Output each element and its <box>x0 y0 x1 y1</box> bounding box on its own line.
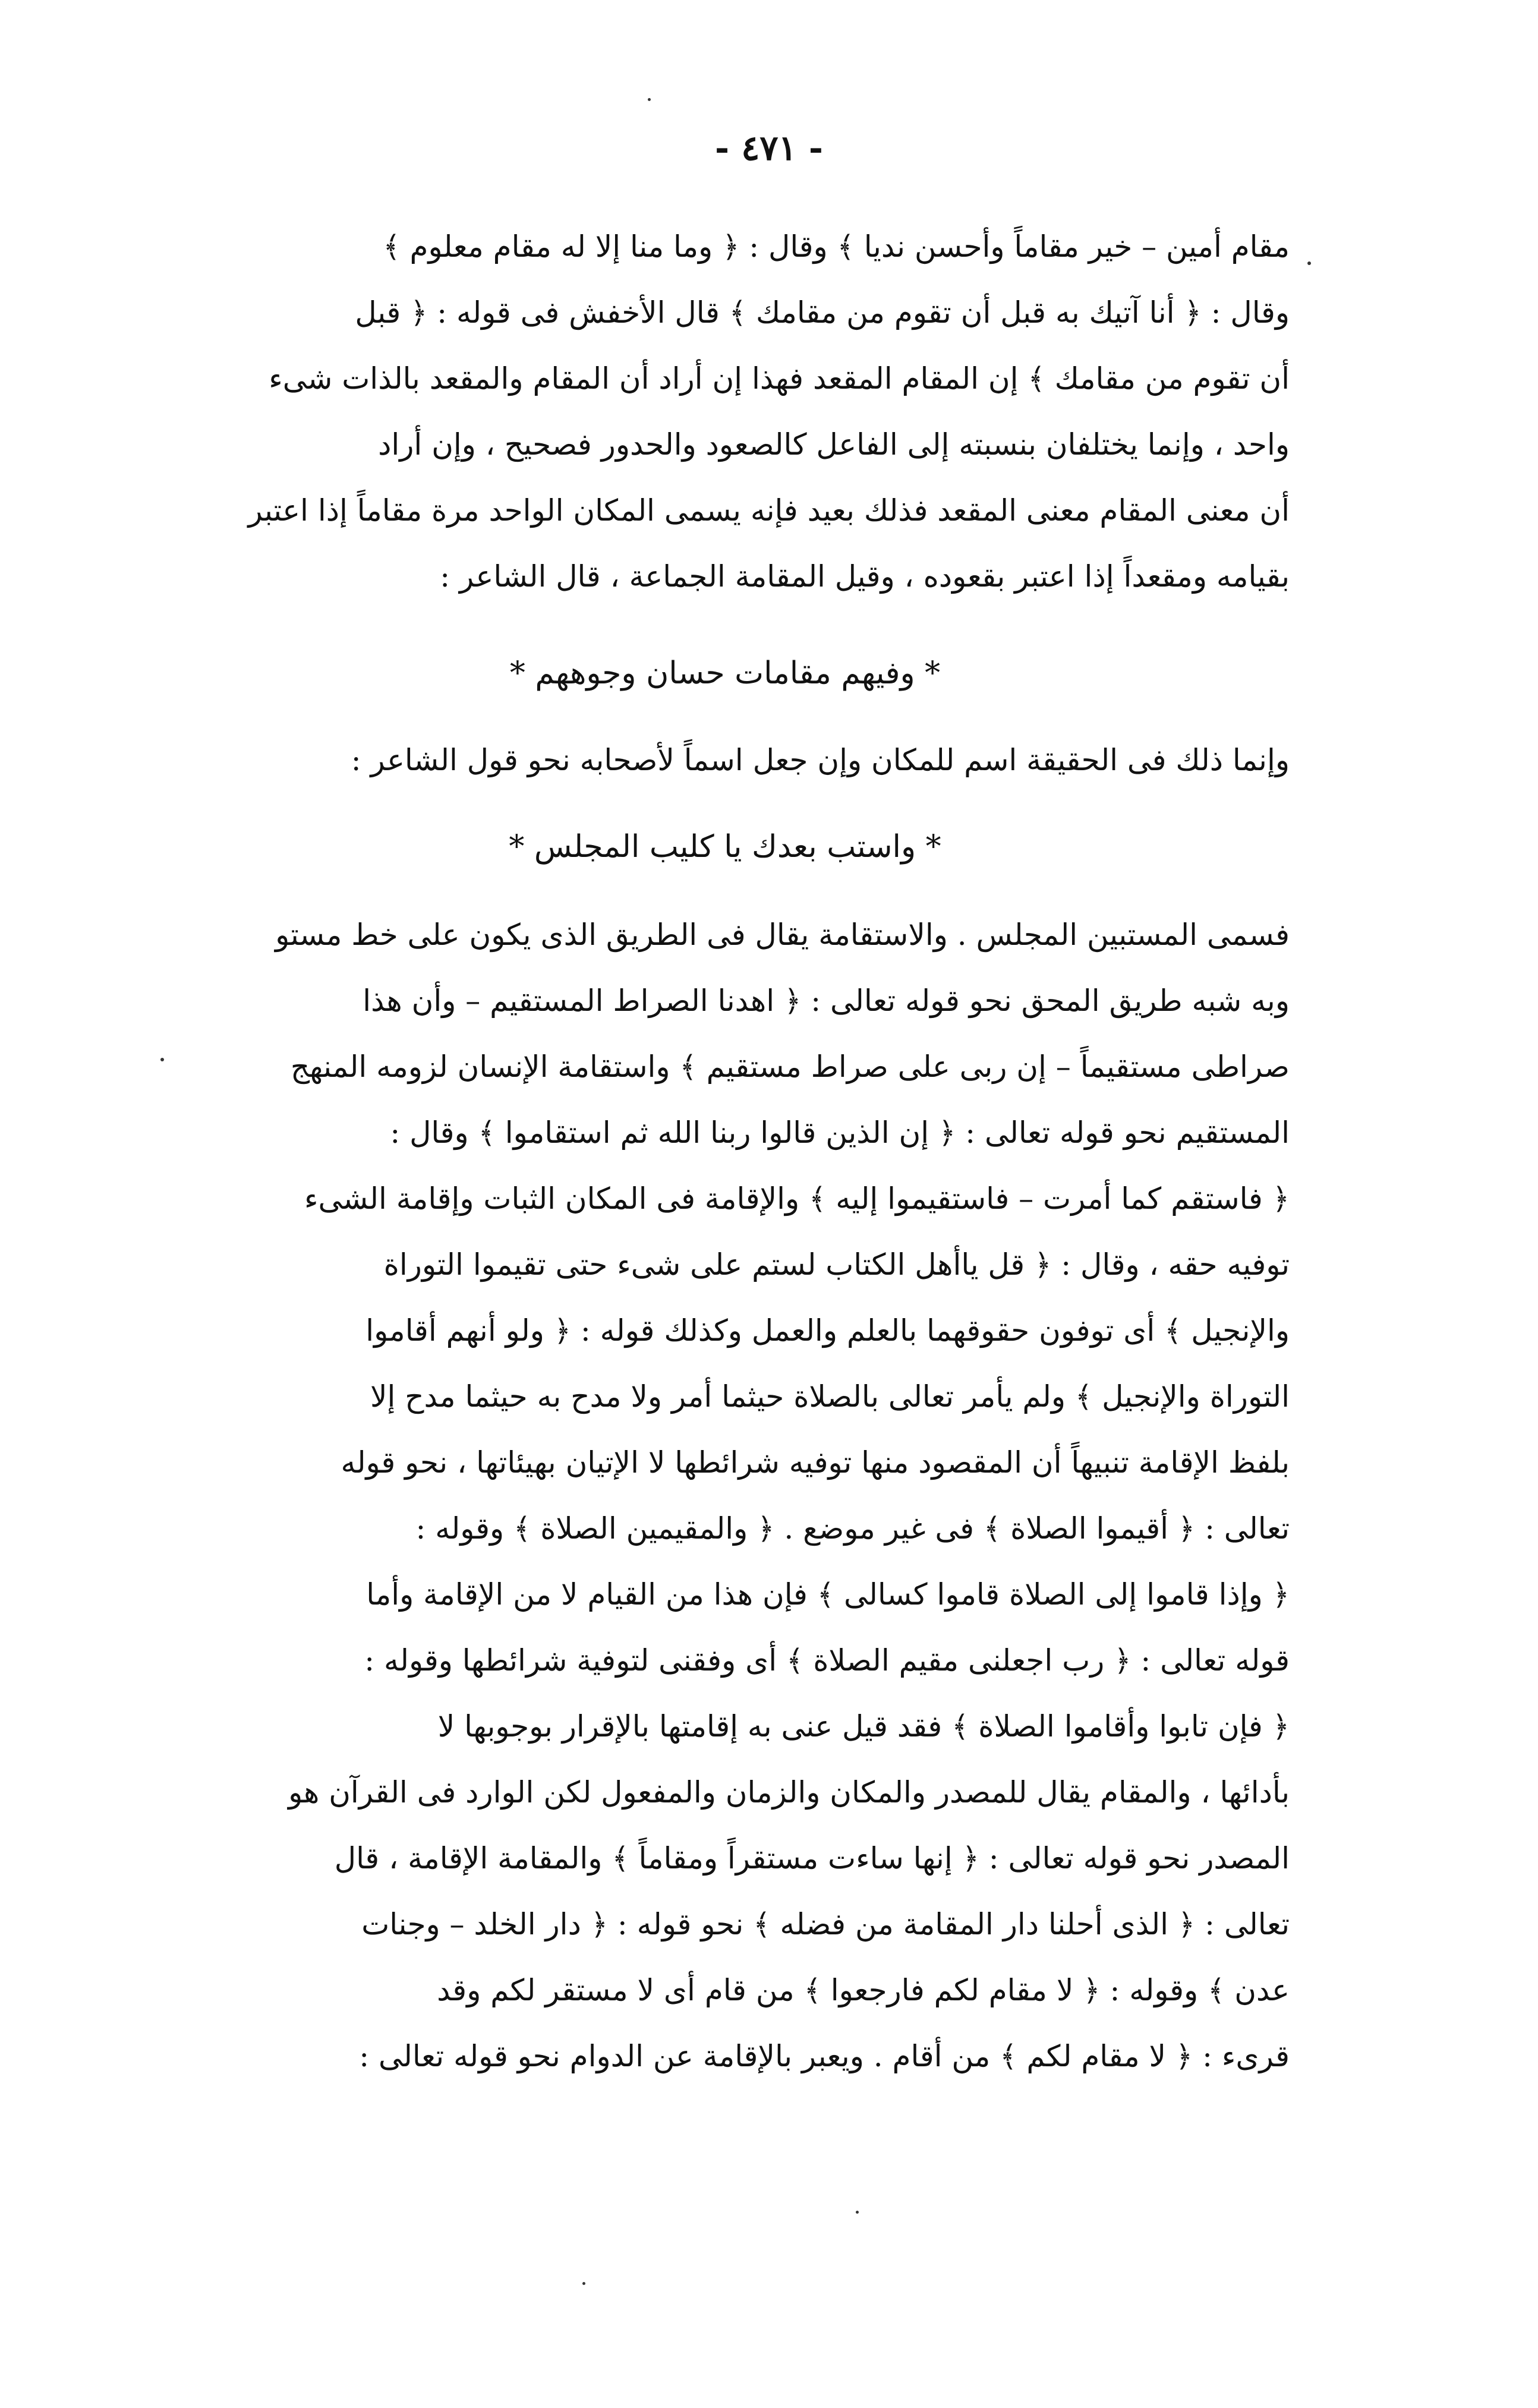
text-line: أن تقوم من مقامك ﴾ إن المقام المقعد فهذا إن أراد أن المقام والمقعد بالذات شىء <box>269 361 1290 396</box>
text-line: وقال : ﴿ أنا آتيك به قبل أن تقوم من مقامك ﴾ قال الأخفش فى قوله : ﴿ قبل <box>355 295 1290 330</box>
text-line: المصدر نحو قوله تعالى : ﴿ إنها ساءت مستقراً ومقاماً ﴾ والمقامة الإقامة ، قال <box>334 1841 1290 1876</box>
poetry-verse: * واستب بعدك يا كليب المجلس * <box>509 829 941 865</box>
text-line: التوراة والإنجيل ﴾ ولم يأمر تعالى بالصلاة حيثما أمر ولا مدح به حيثما مدح إلا <box>370 1379 1290 1414</box>
text-line: المستقيم نحو قوله تعالى : ﴿ إن الذين قالوا ربنا الله ثم استقاموا ﴾ وقال : <box>390 1115 1290 1150</box>
text-line: بقيامه ومقعداً إذا اعتبر بقعوده ، وقيل المقامة الجماعة ، قال الشاعر : <box>440 559 1290 594</box>
text-line: ﴿ فإن تابوا وأقاموا الصلاة ﴾ فقد قيل عنى به إقامتها بالإقرار بوجوبها لا <box>437 1709 1290 1744</box>
page-number: - ٤٧١ - <box>715 128 823 168</box>
scan-speck <box>648 98 651 101</box>
text-line: قوله تعالى : ﴿ رب اجعلنى مقيم الصلاة ﴾ أى وفقنى لتوفية شرائطها وقوله : <box>364 1643 1290 1678</box>
text-line: أن معنى المقام معنى المقعد فذلك بعيد فإنه يسمى المكان الواحد مرة مقاماً إذا اعتبر <box>248 493 1290 528</box>
text-line: عدن ﴾ وقوله : ﴿ لا مقام لكم فارجعوا ﴾ من قام أى لا مستقر لكم وقد <box>437 1973 1290 2007</box>
text-line: ﴿ وإذا قاموا إلى الصلاة قاموا كسالى ﴾ فإن هذا من القيام لا من الإقامة وأما <box>366 1577 1290 1612</box>
paragraph-2 <box>160 902 1290 2089</box>
text-line: واحد ، وإنما يختلفان بنسبته إلى الفاعل كالصعود والحدور فصحيح ، وإن أراد <box>378 427 1290 462</box>
text-line: تعالى : ﴿ أقيموا الصلاة ﴾ فى غير موضع . ﴿ والمقيمين الصلاة ﴾ وقوله : <box>415 1511 1290 1546</box>
text-line: بلفظ الإقامة تنبيهاً أن المقصود منها توفيه شرائطها لا الإتيان بهيئاتها ، نحو قوله <box>341 1445 1290 1480</box>
text-line: صراطى مستقيماً – إن ربى على صراط مستقيم ﴾ واستقامة الإنسان لزومه المنهج <box>290 1049 1290 1084</box>
text-line: والإنجيل ﴾ أى توفون حقوقهما بالعلم والعمل وكذلك قوله : ﴿ ولو أنهم أقاموا <box>365 1313 1290 1348</box>
scan-speck <box>1307 261 1311 265</box>
text-line: توفيه حقه ، وقال : ﴿ قل ياأهل الكتاب لستم على شىء حتى تقيموا التوراة <box>383 1247 1290 1282</box>
text-line: ﴿ فاستقم كما أمرت – فاستقيموا إليه ﴾ والإقامة فى المكان الثبات وإقامة الشىء <box>304 1181 1290 1216</box>
text-line: وبه شبه طريق المحق نحو قوله تعالى : ﴿ اهدنا الصراط المستقيم – وأن هذا <box>363 984 1290 1018</box>
scan-speck <box>582 2282 585 2285</box>
paragraph-1 <box>160 214 1290 610</box>
text-line: بأدائها ، والمقام يقال للمصدر والمكان والزمان والمفعول لكن الوارد فى القرآن هو <box>288 1775 1290 1810</box>
text-line: فسمى المستبين المجلس . والاستقامة يقال فى الطريق الذى يكون على خط مستو <box>275 918 1290 952</box>
scan-speck <box>160 1058 164 1061</box>
scan-speck <box>856 2211 859 2214</box>
poetry-verse: * وفيهم مقامات حسان وجوههم * <box>509 655 941 691</box>
text-line: مقام أمين – خير مقاماً وأحسن نديا ﴾ وقال : ﴿ وما منا إلا له مقام معلوم ﴾ <box>383 229 1290 264</box>
text-line: تعالى : ﴿ الذى أحلنا دار المقامة من فضله ﴾ نحو قوله : ﴿ دار الخلد – وجنات <box>361 1907 1290 1941</box>
text-line: وإنما ذلك فى الحقيقة اسم للمكان وإن جعل اسماً لأصحابه نحو قول الشاعر : <box>351 743 1290 777</box>
text-line: قرىء : ﴿ لا مقام لكم ﴾ من أقام . ويعبر بالإقامة عن الدوام نحو قوله تعالى : <box>359 2039 1290 2073</box>
